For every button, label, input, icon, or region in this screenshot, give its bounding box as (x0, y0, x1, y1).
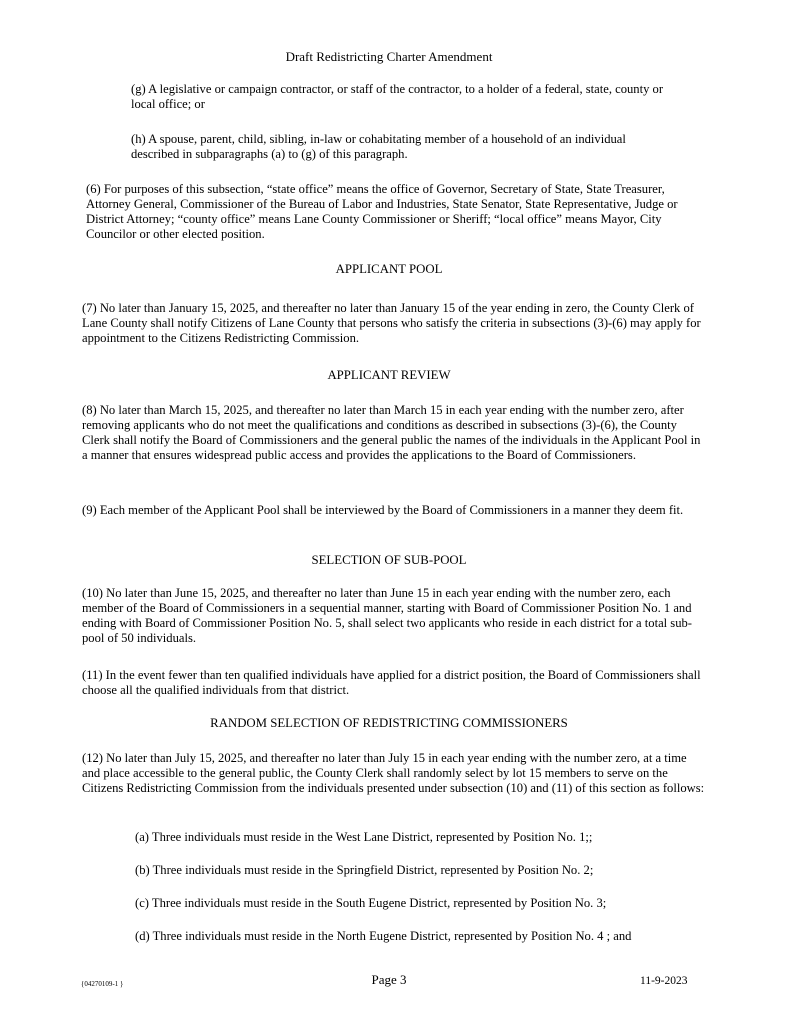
subitem-a: (a) Three individuals must reside in the West Lane District, represented by Position No. 1;; (135, 830, 593, 844)
heading-applicant-pool: APPLICANT POOL (335, 262, 443, 276)
heading-selection-sub-pool: SELECTION OF SUB-POOL (311, 553, 467, 567)
subitem-d: (d) Three individuals must reside in the North Eugene District, represented by Position No. 4 ; and (135, 929, 632, 943)
heading-applicant-review: APPLICANT REVIEW (327, 368, 451, 382)
subitem-b: (b) Three individuals must reside in the Springfield District, represented by Position No. 2; (135, 863, 594, 877)
paragraph-6: (6) For purposes of this subsection, “state office” means the office of Governor, Secretary of State, State Treasurer, Attorney General, Commissioner of the Bureau of Labor and Industries, State Senator, State Representative, Judge or District Attorney; “county office” means Lane County Commissioner or Sheriff; “local office” means Mayor, City Councilor or other elected position. (86, 182, 678, 241)
paragraph-g: (g) A legislative or campaign contractor, or staff of the contractor, to a holder of a federal, state, county or local office; or (131, 82, 664, 111)
subitem-c: (c) Three individuals must reside in the South Eugene District, represented by Position No. 3; (135, 896, 607, 910)
paragraph-h: (h) A spouse, parent, child, sibling, in-law or cohabitating member of a household of an individual described in subparagraphs (a) to (g) of this paragraph. (131, 132, 626, 161)
footer-page-number: Page 3 (371, 972, 407, 987)
footer-date: 11-9-2023 (640, 975, 688, 987)
paragraph-9: (9) Each member of the Applicant Pool shall be interviewed by the Board of Commissioners in a manner they deem fit. (82, 503, 684, 517)
paragraph-12: (12) No later than July 15, 2025, and thereafter no later than July 15 in each year ending with the number zero, at a time and place accessible to the general public, the County Clerk shall randomly select by lot 15 members to serve on the Citizens Redistricting Commission from the individuals presented under subsection (10) and (11) of this section as follows: (82, 751, 705, 795)
paragraph-8: (8) No later than March 15, 2025, and thereafter no later than March 15 in each year ending with the number zero, after removing applicants who do not meet the qualifications and conditions as described in subsections (3)-(6), the County Clerk shall notify the Board of Commissioners and the general public the names of the individuals in the Applicant Pool in a manner that ensures widespread public access and provides the applications to the Board of Commissioners. (82, 403, 701, 462)
document-title: Draft Redistricting Charter Amendment (285, 49, 493, 64)
heading-random-selection: RANDOM SELECTION OF REDISTRICTING COMMISSIONERS (210, 716, 568, 730)
paragraph-10: (10) No later than June 15, 2025, and thereafter no later than June 15 in each year ending with the number zero, each member of the Board of Commissioners in a sequential manner, starting with Board of Commissioner Position No. 1 and ending with Board of Commissioner Position No. 5, shall select two applicants who reside in each district for a total sub-pool of 50 individuals. (82, 586, 692, 645)
footer-document-id: {04270109-1 } (81, 980, 124, 988)
paragraph-7: (7) No later than January 15, 2025, and thereafter no later than January 15 of the year ending in zero, the County Clerk of Lane County shall notify Citizens of Lane County that persons who satisfy the criteria in subsections (3)-(6) may apply for appointment to the Citizens Redistricting Commission. (82, 301, 701, 345)
paragraph-11: (11) In the event fewer than ten qualified individuals have applied for a district position, the Board of Commissioners shall choose all the qualified individuals from that district. (82, 668, 701, 697)
